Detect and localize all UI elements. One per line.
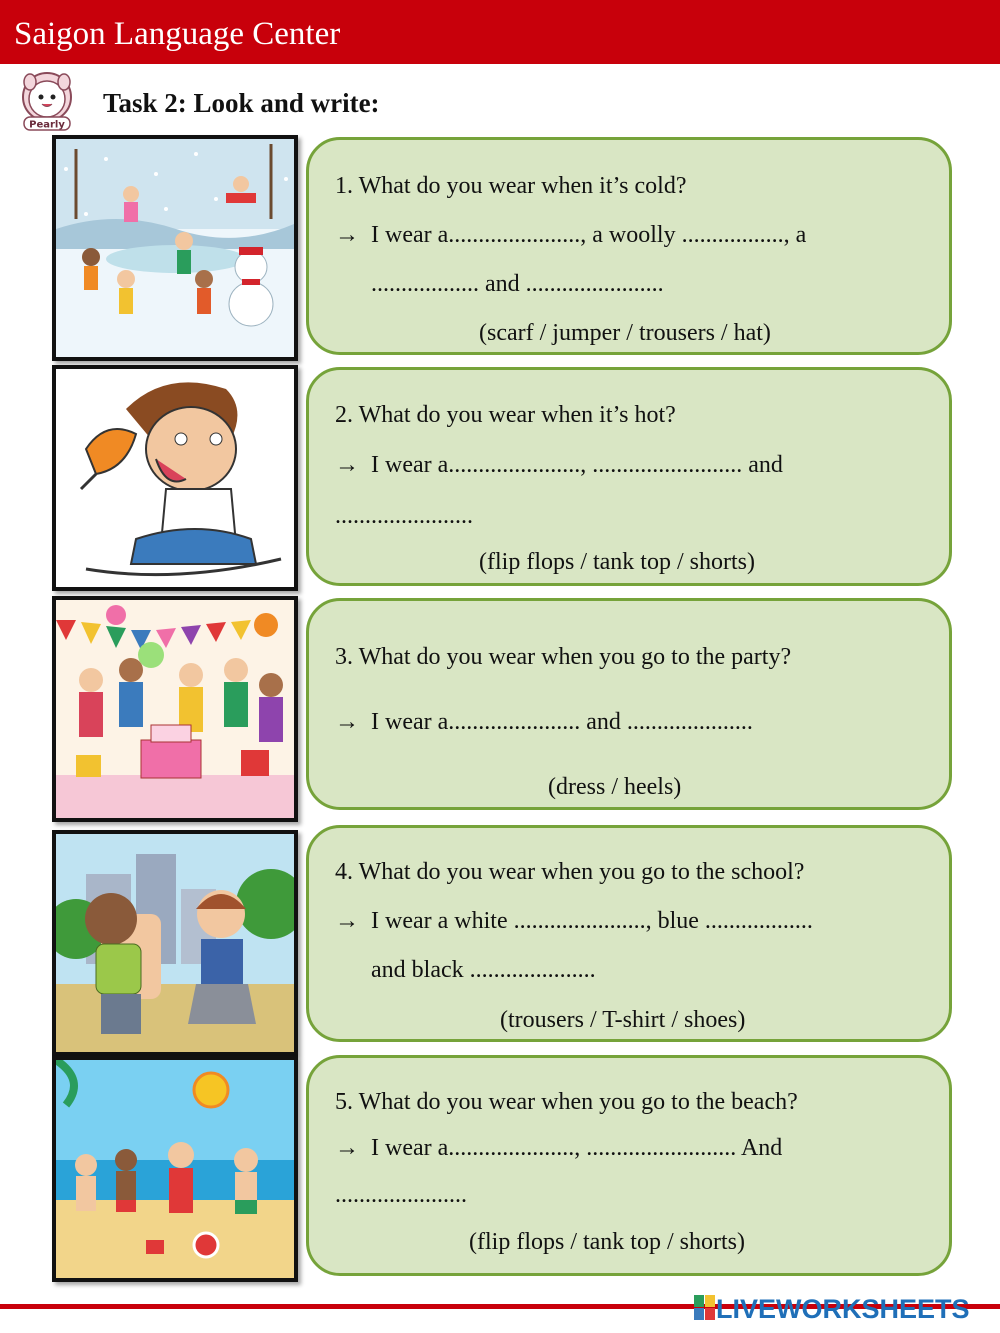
- answer-2-line2[interactable]: .......................: [335, 503, 473, 529]
- question-5-hint: (flip flops / tank top / shorts): [469, 1229, 745, 1255]
- header-title: Saigon Language Center: [14, 16, 341, 52]
- question-4-text: 4. What do you wear when you go to the school?: [335, 859, 805, 885]
- question-2-hint: (flip flops / tank top / shorts): [479, 549, 755, 575]
- question-card-1: [306, 137, 952, 355]
- arrow-icon: →: [335, 709, 359, 735]
- logo-text: Pearly: [29, 119, 65, 131]
- question-1-text: 1. What do you wear when it’s cold?: [335, 173, 687, 199]
- question-5-answer-line-1: [335, 1135, 782, 1162]
- question-4-hint: (trousers / T-shirt / shoes): [500, 1007, 746, 1033]
- arrow-icon: →: [335, 222, 359, 248]
- answer-3-line1[interactable]: I wear a...................... and .....................: [371, 709, 753, 735]
- pearly-mascot-icon: [16, 70, 78, 132]
- question-1-hint: (scarf / jumper / trousers / hat): [479, 320, 771, 346]
- hot-boy-picture: [52, 365, 298, 591]
- question-card-4: [306, 825, 952, 1042]
- question-card-5: [306, 1055, 952, 1276]
- arrow-icon: →: [335, 452, 359, 478]
- liveworksheets-mark-icon: [694, 1295, 716, 1321]
- question-3-text: 3. What do you wear when you go to the party?: [335, 644, 792, 670]
- question-1-answer-line-1: [335, 222, 806, 249]
- winter-picture: [52, 135, 298, 361]
- brand-text: LIVEWORKSHEETS: [716, 1294, 970, 1324]
- answer-1-line2[interactable]: .................. and .......................: [371, 271, 664, 297]
- answer-5-line2[interactable]: ......................: [335, 1182, 467, 1208]
- question-card-2: [306, 367, 952, 586]
- party-picture: [52, 596, 298, 822]
- question-2-answer-line-1: [335, 452, 783, 479]
- question-3-answer-line-1: [335, 709, 753, 736]
- arrow-icon: →: [335, 1135, 359, 1161]
- liveworksheets-logo[interactable]: [694, 1292, 994, 1326]
- answer-2-line1[interactable]: I wear a......................, ......................... and: [371, 452, 783, 478]
- school-picture: [52, 830, 298, 1056]
- question-card-3: [306, 598, 952, 810]
- task-title: Task 2: Look and write:: [103, 88, 380, 118]
- arrow-icon: →: [335, 908, 359, 934]
- answer-4-line2[interactable]: and black .....................: [371, 957, 596, 983]
- question-3-hint: (dress / heels): [548, 774, 682, 800]
- answer-1-line1[interactable]: I wear a......................, a woolly ................., a: [371, 222, 807, 248]
- beach-picture: [52, 1056, 298, 1282]
- answer-4-line1[interactable]: I wear a white ......................, blue ..................: [371, 908, 813, 934]
- header-bar: [0, 0, 1000, 64]
- answer-5-line1[interactable]: I wear a....................., ......................... And: [371, 1135, 783, 1161]
- question-2-text: 2. What do you wear when it’s hot?: [335, 402, 676, 428]
- question-4-answer-line-1: [335, 908, 813, 935]
- question-5-text: 5. What do you wear when you go to the beach?: [335, 1089, 798, 1115]
